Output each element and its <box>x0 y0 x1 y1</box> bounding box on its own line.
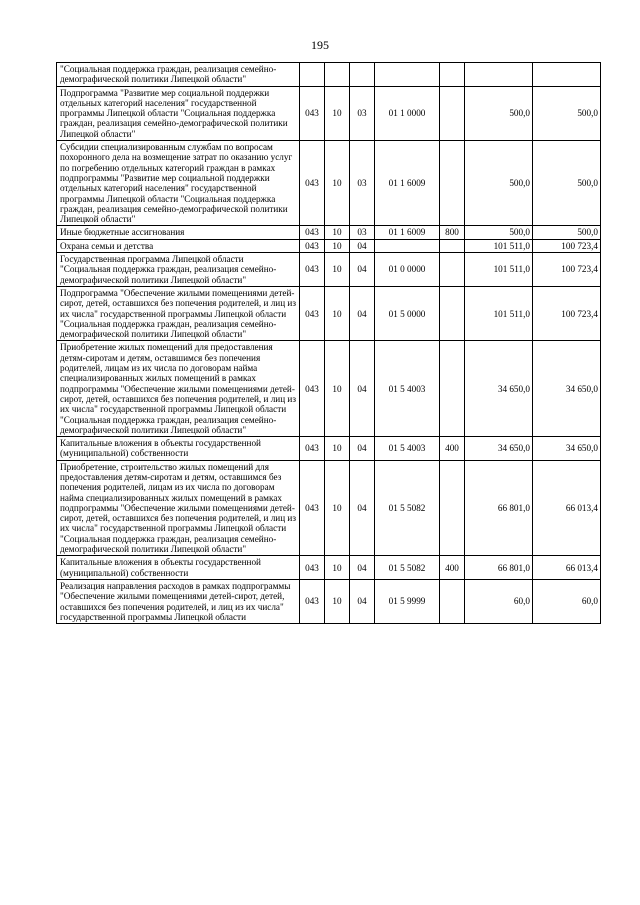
table-row <box>57 556 601 580</box>
expense-type-cell <box>440 341 465 437</box>
subsection-code-cell: 04 <box>350 253 375 287</box>
section-code-cell: 10 <box>325 460 350 556</box>
amount-year1-cell: 101 511,0 <box>465 286 533 340</box>
row-name-cell: Подпрограмма "Обеспечение жилыми помещениями детей-сирот, детей, оставшихся без попечения родителей, и лиц из их числа" государственной программы Липецкой области "Социальная поддержка граждан, реализация семейно-демографической политики Липецкой области" <box>57 286 300 340</box>
section-code-cell: 10 <box>325 437 350 461</box>
subsection-code-cell: 04 <box>350 437 375 461</box>
expense-type-cell <box>440 286 465 340</box>
table-row <box>57 253 601 287</box>
amount-year2-cell: 500,0 <box>533 86 601 140</box>
expense-type-cell: 400 <box>440 437 465 461</box>
ved-code-cell: 043 <box>300 141 325 226</box>
amount-year1-cell: 34 650,0 <box>465 341 533 437</box>
section-code-cell: 10 <box>325 556 350 580</box>
target-article-cell <box>375 239 440 252</box>
ved-code-cell: 043 <box>300 579 325 623</box>
expense-type-cell: 800 <box>440 226 465 239</box>
expense-type-cell <box>440 141 465 226</box>
amount-year1-cell: 66 801,0 <box>465 556 533 580</box>
subsection-code-cell: 04 <box>350 556 375 580</box>
target-article-cell: 01 1 6009 <box>375 141 440 226</box>
target-article-cell: 01 1 0000 <box>375 86 440 140</box>
row-name-cell: Приобретение жилых помещений для предоставления детям-сиротам и детям, оставшимся без попечения родителей, лицам из их числа по договорам найма специализированных жилых помещений в рамках подпрограммы "Обеспечение жилыми помещениями детей-сирот, детей, оставшихся без попечения родителей, и лиц из их числа" государственной программы Липецкой области "Социальная поддержка граждан, реализация семейно-демографической политики Липецкой области" <box>57 341 300 437</box>
amount-year2-cell: 66 013,4 <box>533 556 601 580</box>
target-article-cell: 01 5 5082 <box>375 556 440 580</box>
expense-type-cell <box>440 63 465 87</box>
table-row <box>57 437 601 461</box>
expense-type-cell <box>440 239 465 252</box>
subsection-code-cell <box>350 63 375 87</box>
subsection-code-cell: 04 <box>350 579 375 623</box>
ved-code-cell: 043 <box>300 460 325 556</box>
subsection-code-cell: 04 <box>350 239 375 252</box>
ved-code-cell: 043 <box>300 341 325 437</box>
ved-code-cell: 043 <box>300 239 325 252</box>
section-code-cell: 10 <box>325 253 350 287</box>
amount-year2-cell <box>533 63 601 87</box>
subsection-code-cell: 03 <box>350 226 375 239</box>
row-name-cell: Подпрограмма "Развитие мер социальной поддержки отдельных категорий населения" государственной программы Липецкой области "Социальная поддержка граждан, реализация семейно-демографической политики Липецкой области" <box>57 86 300 140</box>
ved-code-cell: 043 <box>300 86 325 140</box>
table-row <box>57 63 601 87</box>
section-code-cell: 10 <box>325 226 350 239</box>
section-code-cell: 10 <box>325 579 350 623</box>
amount-year1-cell: 34 650,0 <box>465 437 533 461</box>
ved-code-cell: 043 <box>300 437 325 461</box>
table-row <box>57 579 601 623</box>
target-article-cell: 01 5 4003 <box>375 341 440 437</box>
amount-year2-cell: 500,0 <box>533 141 601 226</box>
budget-table <box>56 62 601 624</box>
row-name-cell: Иные бюджетные ассигнования <box>57 226 300 239</box>
section-code-cell <box>325 63 350 87</box>
subsection-code-cell: 04 <box>350 460 375 556</box>
target-article-cell: 01 5 9999 <box>375 579 440 623</box>
row-name-cell: Капитальные вложения в объекты государственной (муниципальной) собственности <box>57 556 300 580</box>
amount-year1-cell: 101 511,0 <box>465 253 533 287</box>
row-name-cell: Капитальные вложения в объекты государственной (муниципальной) собственности <box>57 437 300 461</box>
subsection-code-cell: 04 <box>350 286 375 340</box>
table-row <box>57 286 601 340</box>
ved-code-cell: 043 <box>300 556 325 580</box>
row-name-cell: Охрана семьи и детства <box>57 239 300 252</box>
subsection-code-cell: 04 <box>350 341 375 437</box>
section-code-cell: 10 <box>325 239 350 252</box>
amount-year2-cell: 100 723,4 <box>533 239 601 252</box>
row-name-cell: Субсидии специализированным службам по вопросам похоронного дела на возмещение затрат по оказанию услуг по погребению отдельных категорий граждан в рамках подпрограммы "Развитие мер социальной поддержки отдельных категорий населения" государственной программы Липецкой области "Социальная поддержка граждан, реализация семейно-демографической политики Липецкой области" <box>57 141 300 226</box>
amount-year2-cell: 100 723,4 <box>533 286 601 340</box>
section-code-cell: 10 <box>325 141 350 226</box>
amount-year2-cell: 34 650,0 <box>533 341 601 437</box>
ved-code-cell: 043 <box>300 253 325 287</box>
target-article-cell: 01 1 6009 <box>375 226 440 239</box>
row-name-cell: Реализация направления расходов в рамках подпрограммы "Обеспечение жилыми помещениями детей-сирот, детей, оставшихся без попечения родителей, и лиц из их числа" государственной программы Липецкой области <box>57 579 300 623</box>
section-code-cell: 10 <box>325 341 350 437</box>
target-article-cell: 01 5 4003 <box>375 437 440 461</box>
table-row <box>57 86 601 140</box>
row-name-cell: Приобретение, строительство жилых помещений для предоставления детям-сиротам и детям, оставшимся без попечения родителей, лицам из их числа по договорам найма специализированных жилых помещений в рамках подпрограммы "Обеспечение жилыми помещениями детей-сирот, детей, оставшихся без попечения родителей, и лиц из их числа" государственной программы Липецкой области "Социальная поддержка граждан, реализация семейно-демографической политики Липецкой области" <box>57 460 300 556</box>
amount-year1-cell: 101 511,0 <box>465 239 533 252</box>
page-number: 195 <box>311 38 329 52</box>
target-article-cell: 01 5 0000 <box>375 286 440 340</box>
table-row <box>57 226 601 239</box>
expense-type-cell <box>440 579 465 623</box>
amount-year2-cell: 60,0 <box>533 579 601 623</box>
expense-type-cell: 400 <box>440 556 465 580</box>
subsection-code-cell: 03 <box>350 86 375 140</box>
section-code-cell: 10 <box>325 286 350 340</box>
ved-code-cell <box>300 63 325 87</box>
target-article-cell: 01 0 0000 <box>375 253 440 287</box>
amount-year1-cell: 500,0 <box>465 141 533 226</box>
table-row <box>57 239 601 252</box>
amount-year2-cell: 100 723,4 <box>533 253 601 287</box>
amount-year2-cell: 34 650,0 <box>533 437 601 461</box>
row-name-cell: Государственная программа Липецкой области "Социальная поддержка граждан, реализация семейно-демографической политики Липецкой области" <box>57 253 300 287</box>
table-row <box>57 341 601 437</box>
expense-type-cell <box>440 86 465 140</box>
table-row <box>57 141 601 226</box>
ved-code-cell: 043 <box>300 286 325 340</box>
row-name-cell: "Социальная поддержка граждан, реализация семейно-демографической политики Липецкой области" <box>57 63 300 87</box>
amount-year1-cell: 500,0 <box>465 226 533 239</box>
target-article-cell <box>375 63 440 87</box>
subsection-code-cell: 03 <box>350 141 375 226</box>
section-code-cell: 10 <box>325 86 350 140</box>
amount-year2-cell: 500,0 <box>533 226 601 239</box>
amount-year1-cell <box>465 63 533 87</box>
budget-table-body <box>57 63 601 624</box>
amount-year1-cell: 66 801,0 <box>465 460 533 556</box>
amount-year1-cell: 500,0 <box>465 86 533 140</box>
ved-code-cell: 043 <box>300 226 325 239</box>
expense-type-cell <box>440 253 465 287</box>
table-row <box>57 460 601 556</box>
amount-year2-cell: 66 013,4 <box>533 460 601 556</box>
amount-year1-cell: 60,0 <box>465 579 533 623</box>
expense-type-cell <box>440 460 465 556</box>
target-article-cell: 01 5 5082 <box>375 460 440 556</box>
